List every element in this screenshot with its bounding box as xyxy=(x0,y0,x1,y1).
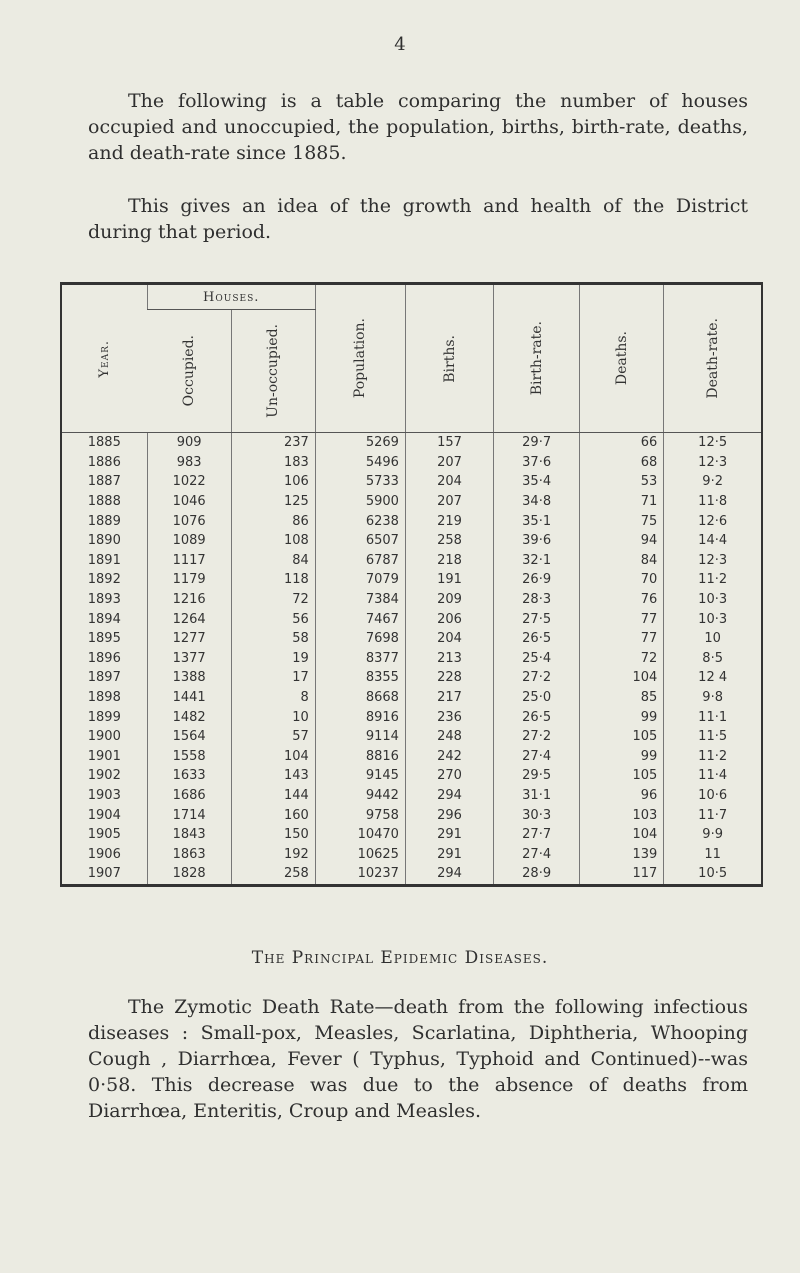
population-cell: 10625 xyxy=(315,844,405,864)
table-row xyxy=(61,453,762,473)
year-cell: 1905 xyxy=(87,827,121,843)
births-cell: 206 xyxy=(405,609,493,629)
death-rate-cell: 9·2 xyxy=(664,472,762,492)
second-paragraph: This gives an idea of the growth and health of the District during that period. xyxy=(88,195,748,243)
year-cell: 1901 xyxy=(87,748,121,764)
header-death-rate: Death-rate. xyxy=(664,284,762,433)
population-cell: 8668 xyxy=(315,688,405,708)
death-rate-cell: 10·5 xyxy=(664,864,762,885)
table-row xyxy=(61,531,762,551)
death-rate-cell: 11·7 xyxy=(664,805,762,825)
header-population: Population. xyxy=(315,284,405,433)
unoccupied-cell: 108 xyxy=(231,531,315,551)
year-cell: 1895 xyxy=(87,631,121,647)
section-title: The Principal Epidemic Diseases. xyxy=(251,948,549,968)
births-cell: 291 xyxy=(405,844,493,864)
deaths-cell: 70 xyxy=(580,570,664,590)
unoccupied-cell: 19 xyxy=(231,649,315,669)
unoccupied-cell: 86 xyxy=(231,511,315,531)
occupied-cell: 1089 xyxy=(147,531,231,551)
table-row xyxy=(61,609,762,629)
births-cell: 204 xyxy=(405,472,493,492)
header-deaths: Deaths. xyxy=(580,284,664,433)
birth-rate-cell: 27·2 xyxy=(494,727,580,747)
year-cell: 1906 xyxy=(87,846,121,862)
death-rate-cell: 11·1 xyxy=(664,707,762,727)
population-cell: 8355 xyxy=(315,668,405,688)
table-row xyxy=(61,433,762,453)
deaths-cell: 77 xyxy=(580,609,664,629)
year-cell: 1893 xyxy=(87,592,121,608)
births-cell: 213 xyxy=(405,649,493,669)
births-cell: 218 xyxy=(405,551,493,571)
table-row xyxy=(61,825,762,845)
occupied-cell: 1564 xyxy=(147,727,231,747)
unoccupied-cell: 143 xyxy=(231,766,315,786)
table-row xyxy=(61,766,762,786)
intro-paragraph: The following is a table comparing the number of houses occupied and unoccupied, the population, births, birth-rate, deaths, and death-rate since 1885. xyxy=(88,90,748,164)
birth-rate-cell: 29·5 xyxy=(494,766,580,786)
occupied-cell: 1046 xyxy=(147,492,231,512)
births-cell: 207 xyxy=(405,492,493,512)
birth-rate-cell: 31·1 xyxy=(494,786,580,806)
table-row xyxy=(61,747,762,767)
birth-rate-cell: 27·4 xyxy=(494,844,580,864)
death-rate-cell: 10·6 xyxy=(664,786,762,806)
population-cell: 6238 xyxy=(315,511,405,531)
death-rate-cell: 10·3 xyxy=(664,609,762,629)
unoccupied-cell: 104 xyxy=(231,747,315,767)
occupied-cell: 1117 xyxy=(147,551,231,571)
birth-rate-cell: 32·1 xyxy=(494,551,580,571)
year-cell: 1904 xyxy=(87,807,121,823)
births-cell: 228 xyxy=(405,668,493,688)
table-row xyxy=(61,511,762,531)
unoccupied-cell: 84 xyxy=(231,551,315,571)
deaths-cell: 105 xyxy=(580,766,664,786)
deaths-cell: 75 xyxy=(580,511,664,531)
unoccupied-cell: 72 xyxy=(231,590,315,610)
population-cell: 5496 xyxy=(315,453,405,473)
population-cell: 6507 xyxy=(315,531,405,551)
births-cell: 157 xyxy=(405,433,493,453)
death-rate-cell: 12·5 xyxy=(664,433,762,453)
death-rate-cell: 11 xyxy=(664,844,762,864)
birth-rate-cell: 30·3 xyxy=(494,805,580,825)
births-cell: 207 xyxy=(405,453,493,473)
death-rate-cell: 8·5 xyxy=(664,649,762,669)
deaths-cell: 66 xyxy=(580,433,664,453)
births-cell: 270 xyxy=(405,766,493,786)
statistics-table-container xyxy=(60,282,763,887)
births-cell: 219 xyxy=(405,511,493,531)
birth-rate-cell: 39·6 xyxy=(494,531,580,551)
birth-rate-cell: 27·2 xyxy=(494,668,580,688)
zymotic-paragraph: The Zymotic Death Rate—death from the following infectious diseases : Small-pox, Measles, Scarlatina, Diphtheria, Whooping Cough , Diarrhœa, Fever ( Typhus, Typhoid and Continued)--was 0·58. This decrease was due to the absence of deaths from Diarrhœa, Enteritis, Croup and Measles. xyxy=(88,996,748,1122)
header-occupied: Occupied. xyxy=(147,310,231,433)
year-cell: 1899 xyxy=(87,709,121,725)
deaths-cell: 68 xyxy=(580,453,664,473)
unoccupied-cell: 183 xyxy=(231,453,315,473)
unoccupied-cell: 10 xyxy=(231,707,315,727)
population-cell: 7079 xyxy=(315,570,405,590)
deaths-cell: 117 xyxy=(580,864,664,885)
occupied-cell: 1216 xyxy=(147,590,231,610)
death-rate-cell: 11·4 xyxy=(664,766,762,786)
year-cell: 1892 xyxy=(87,572,121,588)
population-cell: 10470 xyxy=(315,825,405,845)
page-number: 4 xyxy=(394,34,406,55)
population-cell: 7467 xyxy=(315,609,405,629)
deaths-cell: 72 xyxy=(580,649,664,669)
birth-rate-cell: 26·5 xyxy=(494,629,580,649)
deaths-cell: 104 xyxy=(580,825,664,845)
population-cell: 5269 xyxy=(315,433,405,453)
table-row xyxy=(61,668,762,688)
death-rate-cell: 11·8 xyxy=(664,492,762,512)
unoccupied-cell: 192 xyxy=(231,844,315,864)
birth-rate-cell: 26·5 xyxy=(494,707,580,727)
table-row xyxy=(61,707,762,727)
deaths-cell: 76 xyxy=(580,590,664,610)
death-rate-cell: 11·5 xyxy=(664,727,762,747)
population-cell: 5733 xyxy=(315,472,405,492)
birth-rate-cell: 29·7 xyxy=(494,433,580,453)
deaths-cell: 104 xyxy=(580,668,664,688)
population-cell: 9145 xyxy=(315,766,405,786)
unoccupied-cell: 106 xyxy=(231,472,315,492)
death-rate-cell: 12·6 xyxy=(664,511,762,531)
unoccupied-cell: 125 xyxy=(231,492,315,512)
deaths-cell: 99 xyxy=(580,747,664,767)
births-cell: 291 xyxy=(405,825,493,845)
occupied-cell: 909 xyxy=(147,433,231,453)
unoccupied-cell: 150 xyxy=(231,825,315,845)
birth-rate-cell: 27·7 xyxy=(494,825,580,845)
birth-rate-cell: 25·4 xyxy=(494,649,580,669)
death-rate-cell: 14·4 xyxy=(664,531,762,551)
year-cell: 1907 xyxy=(87,866,121,882)
unoccupied-cell: 17 xyxy=(231,668,315,688)
deaths-cell: 84 xyxy=(580,551,664,571)
occupied-cell: 1686 xyxy=(147,786,231,806)
year-cell: 1885 xyxy=(87,435,121,451)
births-cell: 217 xyxy=(405,688,493,708)
unoccupied-cell: 118 xyxy=(231,570,315,590)
table-row xyxy=(61,570,762,590)
deaths-cell: 85 xyxy=(580,688,664,708)
year-cell: 1894 xyxy=(87,611,121,627)
births-cell: 294 xyxy=(405,864,493,885)
births-cell: 242 xyxy=(405,747,493,767)
birth-rate-cell: 27·5 xyxy=(494,609,580,629)
unoccupied-cell: 258 xyxy=(231,864,315,885)
deaths-cell: 77 xyxy=(580,629,664,649)
deaths-cell: 99 xyxy=(580,707,664,727)
death-rate-cell: 12·3 xyxy=(664,551,762,571)
table-row xyxy=(61,688,762,708)
year-cell: 1890 xyxy=(87,533,121,549)
deaths-cell: 53 xyxy=(580,472,664,492)
unoccupied-cell: 144 xyxy=(231,786,315,806)
population-cell: 6787 xyxy=(315,551,405,571)
birth-rate-cell: 37·6 xyxy=(494,453,580,473)
birth-rate-cell: 34·8 xyxy=(494,492,580,512)
occupied-cell: 1633 xyxy=(147,766,231,786)
birth-rate-cell: 35·4 xyxy=(494,472,580,492)
table-row xyxy=(61,472,762,492)
year-cell: 1903 xyxy=(87,787,121,803)
death-rate-cell: 12·3 xyxy=(664,453,762,473)
deaths-cell: 105 xyxy=(580,727,664,747)
table-row xyxy=(61,844,762,864)
death-rate-cell: 9·9 xyxy=(664,825,762,845)
births-cell: 204 xyxy=(405,629,493,649)
occupied-cell: 1076 xyxy=(147,511,231,531)
birth-rate-cell: 25·0 xyxy=(494,688,580,708)
table-row xyxy=(61,805,762,825)
births-cell: 248 xyxy=(405,727,493,747)
occupied-cell: 1558 xyxy=(147,747,231,767)
unoccupied-cell: 57 xyxy=(231,727,315,747)
birth-rate-cell: 28·3 xyxy=(494,590,580,610)
population-cell: 9114 xyxy=(315,727,405,747)
year-cell: 1886 xyxy=(87,454,121,470)
population-cell: 9758 xyxy=(315,805,405,825)
population-cell: 5900 xyxy=(315,492,405,512)
births-cell: 294 xyxy=(405,786,493,806)
occupied-cell: 1377 xyxy=(147,649,231,669)
year-cell: 1897 xyxy=(87,670,121,686)
year-cell: 1898 xyxy=(87,690,121,706)
births-cell: 296 xyxy=(405,805,493,825)
table-row xyxy=(61,590,762,610)
year-cell: 1902 xyxy=(87,768,121,784)
death-rate-cell: 9·8 xyxy=(664,688,762,708)
year-cell: 1900 xyxy=(87,729,121,745)
unoccupied-cell: 8 xyxy=(231,688,315,708)
births-cell: 236 xyxy=(405,707,493,727)
unoccupied-cell: 56 xyxy=(231,609,315,629)
deaths-cell: 103 xyxy=(580,805,664,825)
unoccupied-cell: 237 xyxy=(231,433,315,453)
deaths-cell: 96 xyxy=(580,786,664,806)
table-row xyxy=(61,786,762,806)
table-row xyxy=(61,649,762,669)
year-cell: 1889 xyxy=(87,513,121,529)
header-year: Year. xyxy=(61,284,147,433)
header-houses: Houses. xyxy=(147,284,315,310)
births-cell: 209 xyxy=(405,590,493,610)
table-row xyxy=(61,492,762,512)
header-births: Births. xyxy=(405,284,493,433)
population-cell: 8816 xyxy=(315,747,405,767)
occupied-cell: 1482 xyxy=(147,707,231,727)
occupied-cell: 1441 xyxy=(147,688,231,708)
year-cell: 1896 xyxy=(87,650,121,666)
table-row xyxy=(61,864,762,885)
table-row xyxy=(61,727,762,747)
births-cell: 258 xyxy=(405,531,493,551)
table-row xyxy=(61,629,762,649)
occupied-cell: 1714 xyxy=(147,805,231,825)
occupied-cell: 1863 xyxy=(147,844,231,864)
deaths-cell: 94 xyxy=(580,531,664,551)
deaths-cell: 139 xyxy=(580,844,664,864)
year-cell: 1891 xyxy=(87,552,121,568)
births-cell: 191 xyxy=(405,570,493,590)
population-cell: 9442 xyxy=(315,786,405,806)
occupied-cell: 1022 xyxy=(147,472,231,492)
death-rate-cell: 10·3 xyxy=(664,590,762,610)
occupied-cell: 1843 xyxy=(147,825,231,845)
population-cell: 8377 xyxy=(315,649,405,669)
birth-rate-cell: 28·9 xyxy=(494,864,580,885)
header-birth-rate: Birth-rate. xyxy=(494,284,580,433)
unoccupied-cell: 58 xyxy=(231,629,315,649)
year-cell: 1888 xyxy=(87,494,121,510)
deaths-cell: 71 xyxy=(580,492,664,512)
occupied-cell: 1277 xyxy=(147,629,231,649)
year-cell: 1887 xyxy=(87,474,121,490)
death-rate-cell: 11·2 xyxy=(664,570,762,590)
occupied-cell: 1388 xyxy=(147,668,231,688)
occupied-cell: 1179 xyxy=(147,570,231,590)
population-cell: 8916 xyxy=(315,707,405,727)
header-unoccupied: Un-occupied. xyxy=(231,310,315,433)
death-rate-cell: 12 4 xyxy=(664,668,762,688)
birth-rate-cell: 27·4 xyxy=(494,747,580,767)
population-cell: 7698 xyxy=(315,629,405,649)
table-body xyxy=(61,433,762,886)
birth-rate-cell: 26·9 xyxy=(494,570,580,590)
occupied-cell: 1828 xyxy=(147,864,231,885)
population-cell: 10237 xyxy=(315,864,405,885)
death-rate-cell: 11·2 xyxy=(664,747,762,767)
death-rate-cell: 10 xyxy=(664,629,762,649)
occupied-cell: 1264 xyxy=(147,609,231,629)
unoccupied-cell: 160 xyxy=(231,805,315,825)
table-row xyxy=(61,551,762,571)
population-cell: 7384 xyxy=(315,590,405,610)
occupied-cell: 983 xyxy=(147,453,231,473)
statistics-table xyxy=(60,282,763,887)
birth-rate-cell: 35·1 xyxy=(494,511,580,531)
